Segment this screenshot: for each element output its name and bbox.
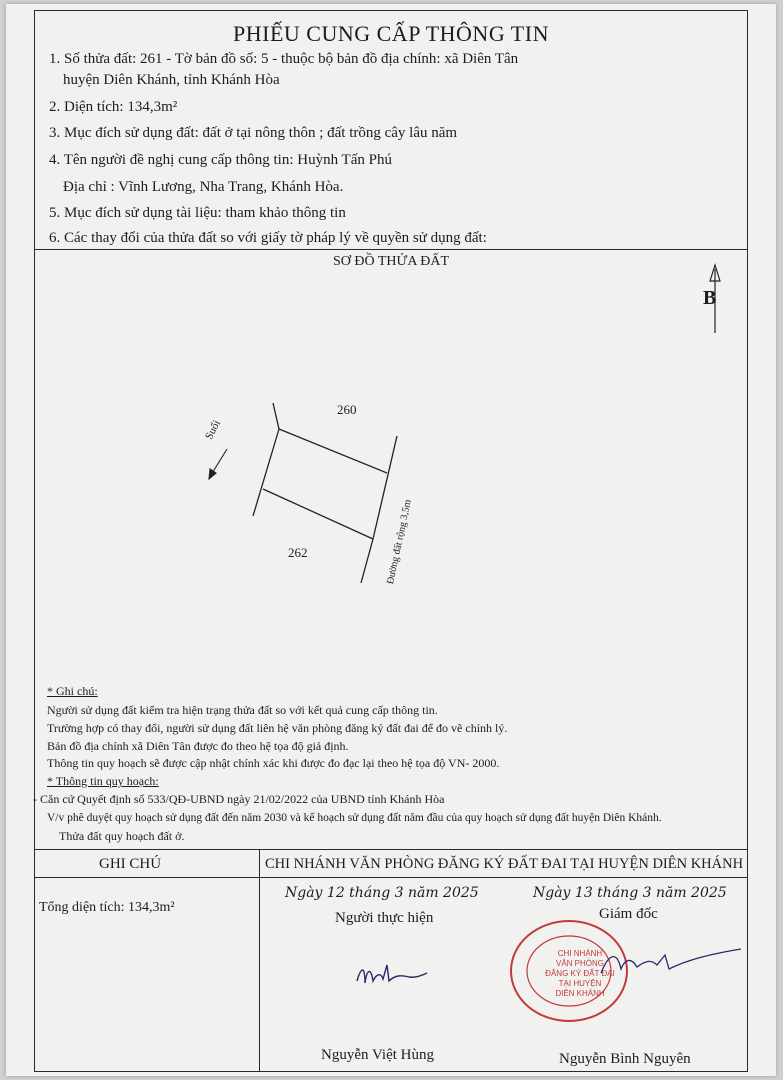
parcel-info-line: 1. Số thửa đất: 261 - Tờ bản đồ số: 5 - thuộc bộ bản đồ địa chính: xã Diên Tân: [49, 51, 519, 67]
role-left: Người thực hiện: [335, 910, 434, 926]
changes-line: 6. Các thay đổi của thửa đất so với giấy tờ pháp lý về quyền sử dụng đất:: [49, 230, 487, 246]
footer-header-divider: [35, 877, 747, 878]
ghi-chu-header: GHI CHÚ: [99, 856, 162, 872]
planning-line-2: V/v phê duyệt quy hoạch sử dụng đất đến năm 2030 và kế hoạch sử dụng đất năm đầu của quy hoạch sử dụng đất huyện Diên Khánh.: [47, 812, 662, 824]
parcel-label-260: 260: [337, 402, 357, 417]
signature-right: [595, 943, 745, 983]
footer-top-divider: [35, 849, 747, 850]
planning-line-3: Thửa đất quy hoạch đất ở.: [59, 829, 185, 843]
office-header: CHI NHÁNH VĂN PHÒNG ĐĂNG KÝ ĐẤT ĐAI TẠI HUYỆN DIÊN KHÁNH: [265, 856, 744, 872]
stamp-text: CHI NHÁNH VĂN PHÒNG ĐĂNG KÝ ĐẤT ĐAI TẠI HUYỆN DIÊN KHÁNH: [545, 949, 615, 998]
parcel-label-262: 262: [288, 545, 308, 560]
parcel-shape: [253, 403, 397, 583]
north-letter: B: [703, 287, 717, 309]
form-border: [34, 10, 748, 1072]
name-right: Nguyễn Bình Nguyên: [559, 1051, 691, 1067]
planning-header: * Thông tin quy hoạch:: [47, 774, 159, 788]
signature-left: [353, 959, 433, 995]
date-left: Ngày 12 tháng 3 năm 2025: [285, 885, 479, 901]
sketch-title: SƠ ĐỒ THỬA ĐẤT: [333, 254, 449, 269]
notes-header: * Ghi chú:: [47, 684, 98, 698]
note-line-1: Người sử dụng đất kiểm tra hiện trạng thửa đất so với kết quả cung cấp thông tin.: [47, 703, 438, 717]
note-line-2: Trường hợp có thay đổi, người sử dụng đất liên hệ văn phòng đăng ký đất đai để đo vẽ chỉnh lý.: [47, 721, 508, 735]
stream-arrow-icon: [209, 449, 227, 479]
area-line: 2. Diện tích: 134,3m²: [49, 99, 178, 115]
requester-line: 4. Tên người đề nghị cung cấp thông tin: Huỳnh Tấn Phú: [49, 152, 392, 168]
address-line: Địa chỉ : Vĩnh Lương, Nha Trang, Khánh Hòa.: [63, 179, 344, 195]
planning-line-1: - Căn cứ Quyết định số 533/QĐ-UBND ngày 21/02/2022 của UBND tỉnh Khánh Hòa: [33, 792, 445, 806]
document-sheet: [6, 4, 776, 1076]
total-area: Tổng diện tích: 134,3m²: [39, 900, 175, 915]
note-line-4: Thông tin quy hoạch sẽ được cập nhật chính xác khi được đo đạc lại theo hệ tọa độ VN- 2000.: [47, 756, 500, 770]
note-line-3: Bản đồ địa chính xã Diên Tân được đo theo hệ tọa độ giả định.: [47, 739, 349, 753]
divider: [35, 249, 747, 250]
land-use-line: 3. Mục đích sử dụng đất: đất ở tại nông thôn ; đất trồng cây lâu năm: [49, 125, 458, 141]
parcel-location-line: huyện Diên Khánh, tỉnh Khánh Hòa: [63, 72, 280, 88]
purpose-line: 5. Mục đích sử dụng tài liệu: tham khảo thông tin: [49, 205, 346, 221]
document-title: PHIẾU CUNG CẤP THÔNG TIN: [233, 21, 549, 46]
role-right: Giám đốc: [599, 906, 658, 922]
date-right: Ngày 13 tháng 3 năm 2025: [533, 885, 727, 901]
parcel-sketch: [35, 261, 747, 681]
stream-label: Suối: [203, 418, 224, 442]
footer-col-divider: [259, 849, 260, 1071]
road-label: Đường đất rộng 3,5m: [385, 498, 414, 586]
name-left: Nguyễn Việt Hùng: [321, 1047, 434, 1063]
